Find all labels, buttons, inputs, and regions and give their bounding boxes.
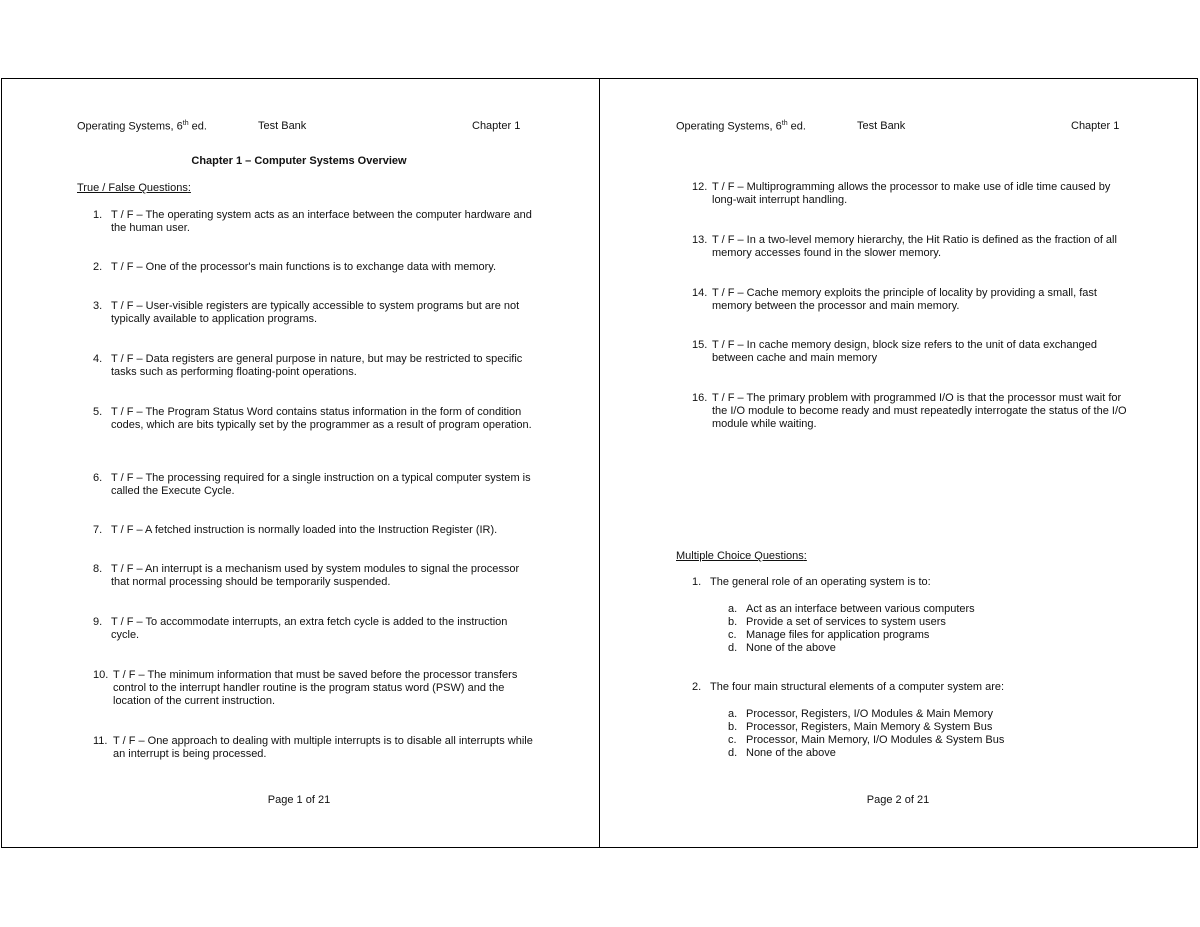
tf-question-14: 14. T / F – Cache memory exploits the principle of locality by providing a small, fast memory between the processor and main memory. — [692, 287, 1097, 312]
mc-question-1: 1. The general role of an operating system is to: — [692, 576, 931, 588]
page-footer: Page 2 of 21 — [866, 794, 930, 806]
header-test-bank: Test Bank — [857, 120, 906, 132]
mc-question-2: 2. The four main structural elements of a computer system are: — [692, 681, 1005, 693]
page-1 — [0, 78, 598, 848]
mc-2-option-c: c. Processor, Main Memory, I/O Modules & System Bus — [728, 734, 1005, 746]
header-book-title: Operating Systems, 6th ed. — [77, 120, 207, 133]
tf-question-2: 2. T / F – One of the processor's main functions is to exchange data with memory. — [93, 261, 497, 273]
true-false-heading: True / False Questions: — [77, 182, 191, 194]
tf-question-12: 12. T / F – Multiprogramming allows the processor to make use of idle time caused by long-wait interrupt handling. — [692, 181, 1111, 206]
tf-question-10: 10. T / F – The minimum information that must be saved before the processor transfers control to the interrupt handler routine is the program status word (PSW) and the location of the current instruction. — [93, 669, 518, 707]
mc-2-option-d: d. None of the above — [728, 747, 836, 759]
page-2 — [599, 78, 1197, 848]
tf-question-16: 16. T / F – The primary problem with programmed I/O is that the processor must wait for the I/O module to become ready and must repeatedly interrogate the status of the I/O module while waiting. — [692, 392, 1127, 430]
tf-question-9: 9. T / F – To accommodate interrupts, an extra fetch cycle is added to the instruction cycle. — [93, 616, 508, 641]
chapter-title: Chapter 1 – Computer Systems Overview — [191, 155, 407, 167]
tf-question-5: 5. T / F – The Program Status Word contains status information in the form of condition codes, which are bits typically set by the programmer as a result of program operation. — [93, 406, 532, 431]
page-footer: Page 1 of 21 — [267, 794, 331, 806]
header-test-bank: Test Bank — [258, 120, 307, 132]
tf-question-13: 13. T / F – In a two-level memory hierarchy, the Hit Ratio is defined as the fraction of all memory accesses found in the slower memory. — [692, 234, 1117, 259]
tf-question-15: 15. T / F – In cache memory design, block size refers to the unit of data exchanged between cache and main memory — [692, 339, 1097, 364]
header-book-title: Operating Systems, 6th ed. — [676, 120, 806, 133]
mc-1-option-a: a. Act as an interface between various computers — [728, 603, 975, 615]
tf-question-4: 4. T / F – Data registers are general purpose in nature, but may be restricted to specific tasks such as performing floating-point operations. — [93, 353, 523, 378]
header-chapter: Chapter 1 — [472, 120, 521, 132]
multiple-choice-heading: Multiple Choice Questions: — [676, 550, 807, 562]
tf-question-3: 3. T / F – User-visible registers are typically accessible to system programs but are not typically available to application programs. — [93, 300, 520, 325]
tf-question-8: 8. T / F – An interrupt is a mechanism used by system modules to signal the processor that normal processing should be temporarily suspended. — [93, 563, 520, 588]
tf-question-1: 1. T / F – The operating system acts as an interface between the computer hardware and the human user. — [93, 209, 532, 234]
tf-question-6: 6. T / F – The processing required for a single instruction on a typical computer system is called the Execute Cycle. — [93, 472, 531, 497]
tf-question-7: 7. T / F – A fetched instruction is normally loaded into the Instruction Register (IR). — [93, 524, 498, 536]
tf-question-11: 11. T / F – One approach to dealing with multiple interrupts is to disable all interrupts while an interrupt is being processed. — [93, 735, 533, 760]
header-chapter: Chapter 1 — [1071, 120, 1120, 132]
mc-1-option-b: b. Provide a set of services to system users — [728, 616, 946, 628]
mc-2-option-b: b. Processor, Registers, Main Memory & System Bus — [728, 721, 993, 733]
mc-1-option-d: d. None of the above — [728, 642, 836, 654]
mc-1-option-c: c. Manage files for application programs — [728, 629, 930, 641]
mc-2-option-a: a. Processor, Registers, I/O Modules & Main Memory — [728, 708, 993, 720]
